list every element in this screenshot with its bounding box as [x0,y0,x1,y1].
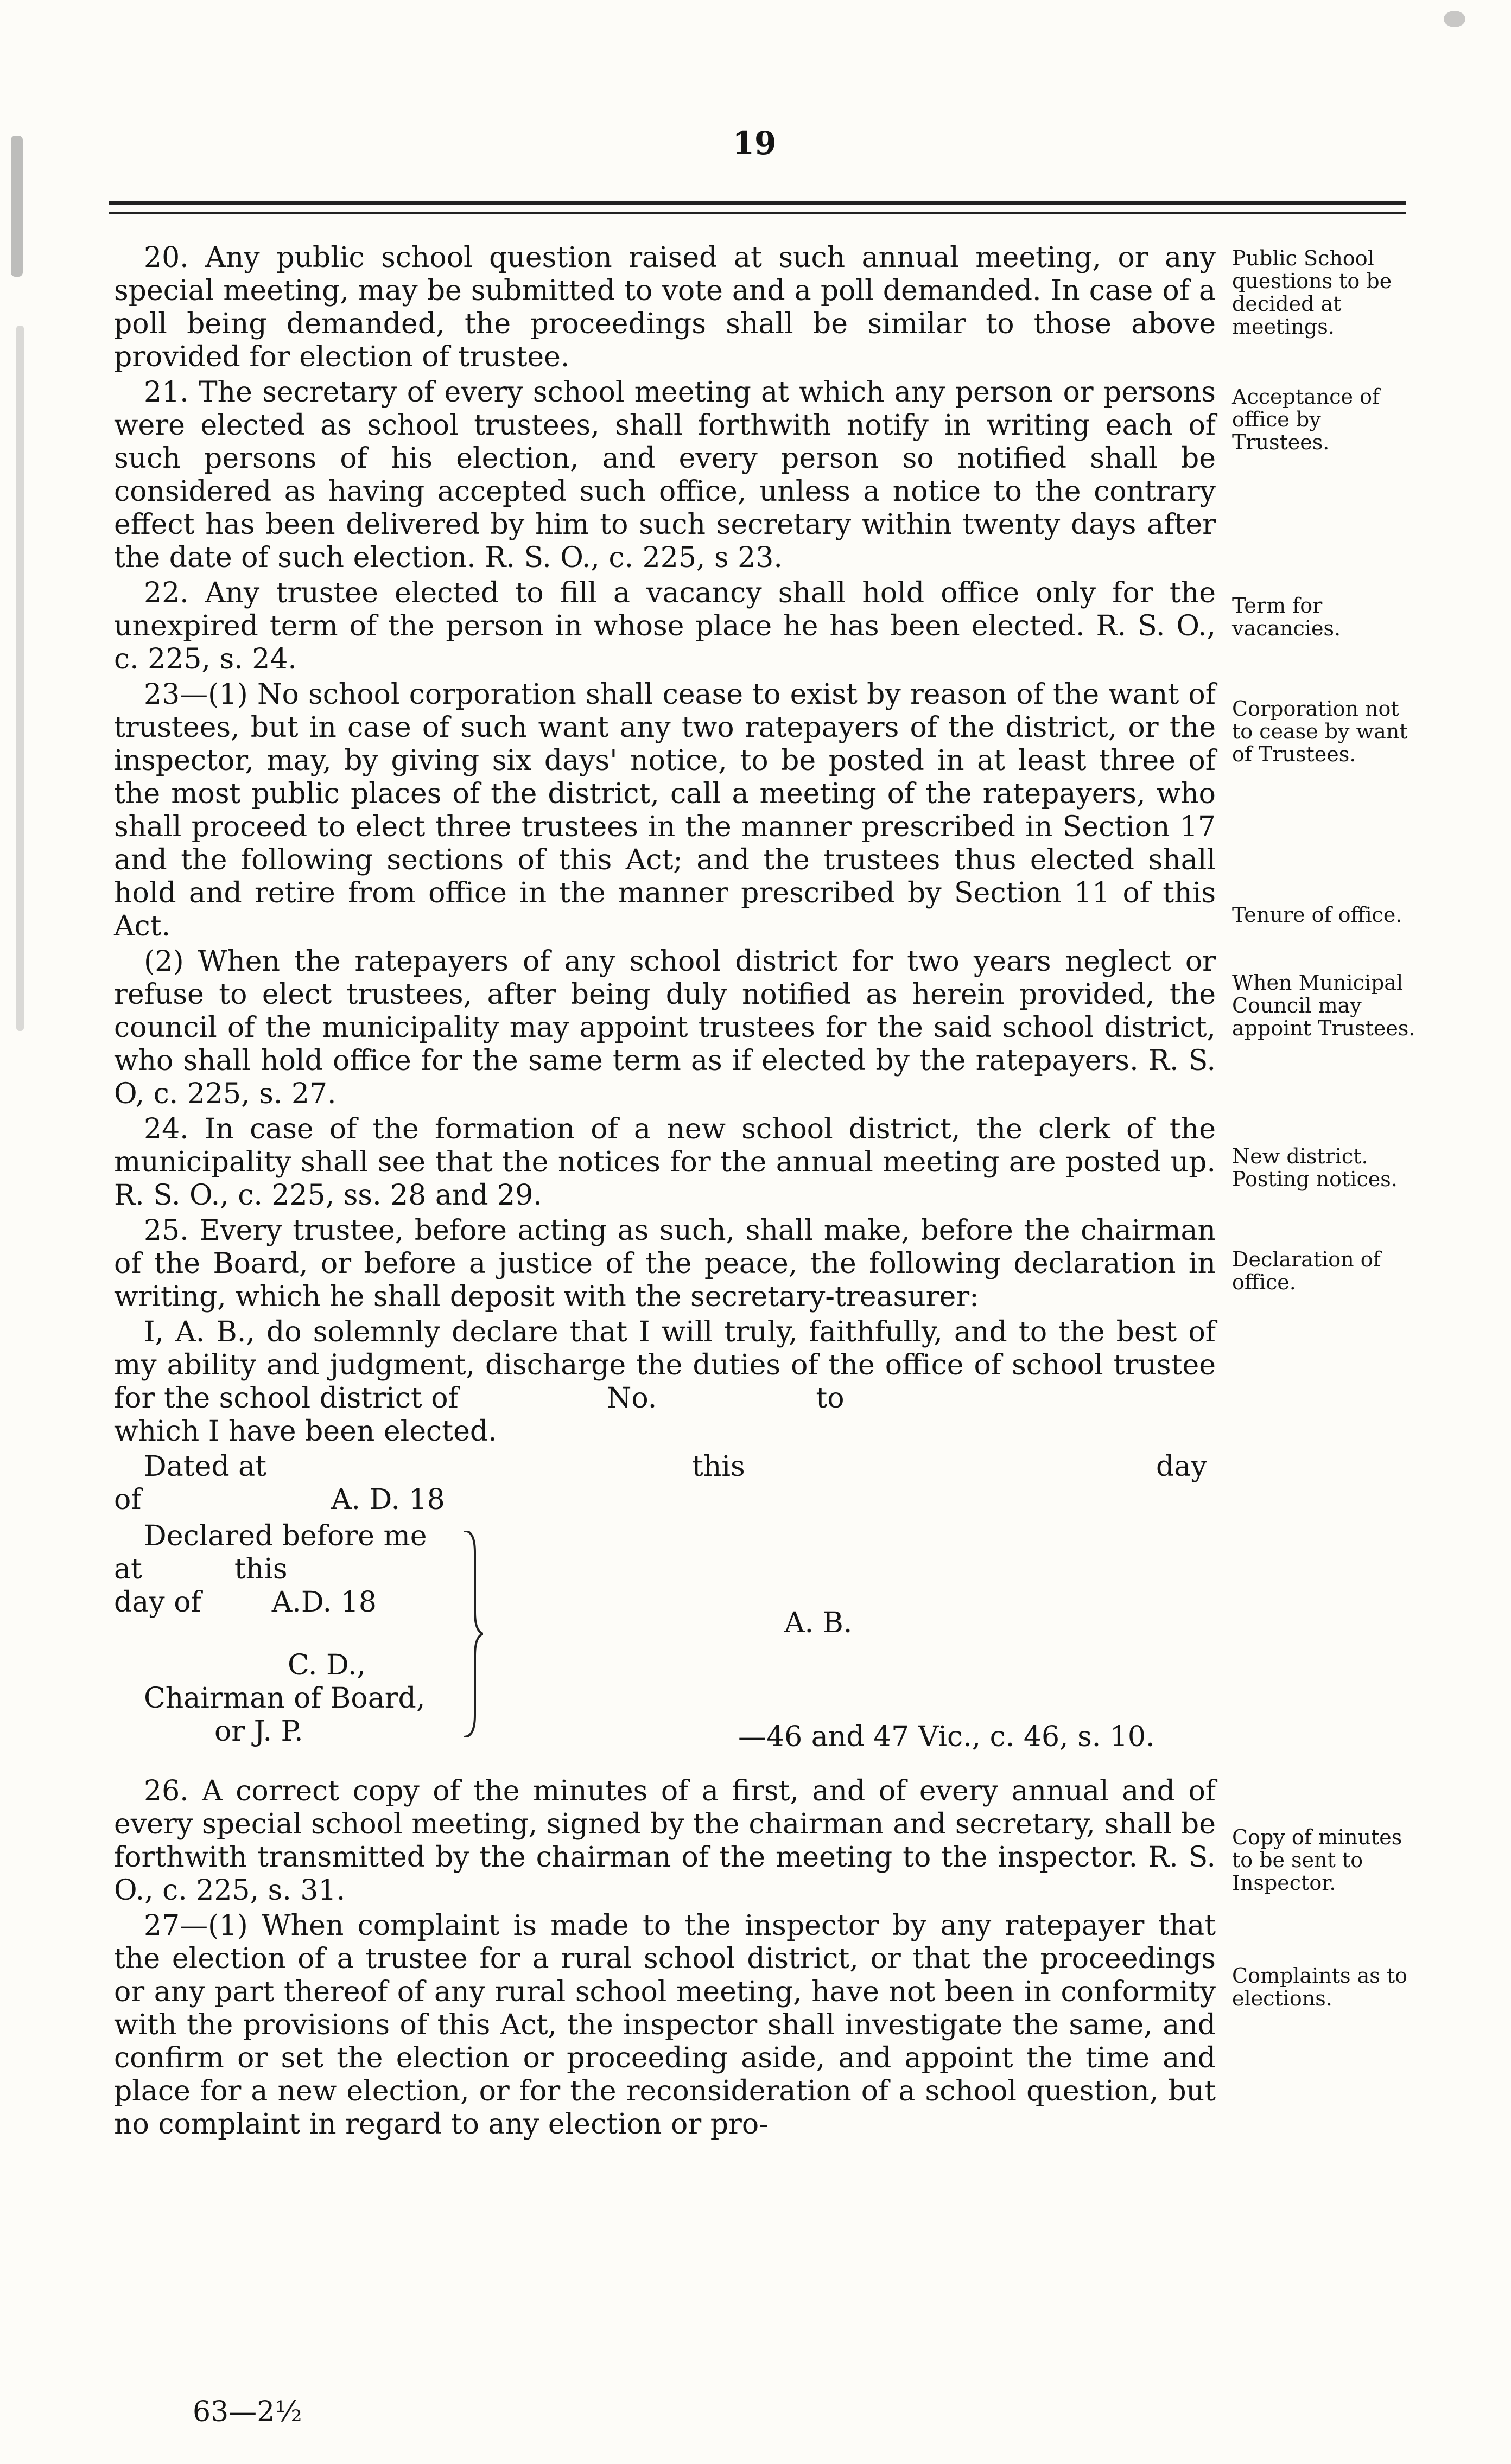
declaration-form [114,1316,1216,1775]
declared-before-block [114,1520,1216,1775]
section-20: 20. Any public school question raised at such annual meeting, or any special meeting, may be submitted to vote and a poll demanded. In case of a poll being demanded, the proceedings shall be similar to those above provided for election of trustee. [114,241,1216,373]
header-rule-bottom [109,212,1406,214]
of-row [114,1484,1216,1517]
margin-note-new-district: New district. Posting notices. [1232,1144,1398,1191]
or-jp: or J. P. [214,1715,303,1748]
page-number: 19 [732,125,777,162]
section-24: 24. In case of the formation of a new school district, the clerk of the municipality shall see that the notices for the annual meeting are posted up. R. S. O., c. 225, ss. 28 and 29. [114,1113,1216,1212]
brace-bracket [461,1531,483,1737]
declared-before-me: Declared before me [144,1520,427,1552]
oath-no: No. [606,1382,657,1415]
section-27: 27—(1) When complaint is made to the inspector by any ratepayer that the election of a trustee for a rural school district, or that the proceedings or any part thereof of any rural school meeting, have not been in conformity with the provisions of this Act, the inspector shall investigate the same, and confirm or set the election or proceeding aside, and appoint the time and place for a new election, or for the reconsideration of a school question, but no complaint in regard to any election or pro- [114,1909,1216,2141]
margin-note-corporation: Corporation not to cease by want of Trustees. [1232,697,1408,766]
oath-last-line: which I have been elected. [114,1415,497,1448]
scan-edge-artifact [16,326,24,1031]
dated-row [114,1450,1216,1484]
section-25: 25. Every trustee, before acting as such, shall make, before the chairman of the Board, or before a justice of the peace, the following declaration in writing, which he shall deposit with the secretary-treasurer: [114,1214,1216,1313]
dated-this: this [692,1450,745,1483]
margin-note-public-school: Public School questions to be decided at meetings. [1232,246,1392,339]
dated-at: Dated at [144,1450,267,1483]
printer-signature-mark: 63—2½ [193,2396,302,2428]
header-rule-top [109,201,1406,205]
declared-this: this [234,1553,288,1586]
oath-body: I, A. B., do solemnly declare that I will truly, faithfully, and to the best of my ability and judgment, discharge the duties of the office of school trustee for the school district of [114,1316,1216,1415]
margin-note-term: Term for vacancies. [1232,594,1341,640]
section-23-1: 23—(1) No school corporation shall cease to exist by reason of the want of trustees, but in case of such want any two ratepayers of the district, or the inspector, may, by giving six days' notice, to be posted in at least three of the most public places of the district, call a meeting of the ratepayers, who shall proceed to elect three trustees in the manner prescribed in Section 17 and the following sections of this Act; and the trustees thus elected shall hold and retire from office in the manner prescribed by Section 11 of this Act. [114,678,1216,943]
margin-note-declaration: Declaration of office. [1232,1247,1381,1294]
section-23-2: (2) When the ratepayers of any school district for two years neglect or refuse to elect trustees, after being duly notified as herein provided, the council of the municipality may appoint trustees for the said school district, who shall hold office for the same term as if elected by the ratepayers. R. S. O, c. 225, s. 27. [114,945,1216,1110]
oath-to: to [816,1382,845,1415]
margin-note-copy-minutes: Copy of minutes to be sent to Inspector. [1232,1825,1402,1895]
scan-speck [1444,11,1465,27]
declared-day-of: day of [114,1586,201,1619]
section-26: 26. A correct copy of the minutes of a first, and of every annual and of every special school meeting, signed by the chairman and secretary, shall be forthwith transmitted by the chairman of the meeting to the inspector. R. S. O., c. 225, s. 31. [114,1775,1216,1907]
section-21: 21. The secretary of every school meeting at which any person or persons were elected as school trustees, shall forthwith notify in writing each of such persons of his election, and every person so notified shall be considered as having accepted such office, unless a notice to the contrary effect has been delivered by him to such secretary within twenty days after the date of such election. R. S. O., c. 225, s 23. [114,376,1216,574]
declared-ad: A.D. 18 [271,1586,377,1619]
margin-note-council-appoint: When Municipal Council may appoint Trustees. [1232,971,1415,1040]
section-22: 22. Any trustee elected to fill a vacancy shall hold office only for the unexpired term of the person in whose place he has been elected. R. S. O., c. 225, s. 24. [114,577,1216,676]
scan-edge-artifact [11,136,23,277]
ab-signature: A. B. [784,1607,853,1639]
main-text [114,241,1216,2143]
declared-at: at [114,1553,142,1586]
dated-ad: A. D. 18 [331,1484,445,1516]
margin-note-acceptance: Acceptance of office by Trustees. [1232,385,1380,454]
margin-note-complaints: Complaints as to elections. [1232,1964,1407,2010]
margin-note-tenure: Tenure of office. [1232,903,1402,927]
cd-signature: C. D., [288,1649,366,1682]
dated-of: of [114,1484,142,1516]
dated-day: day [1156,1450,1207,1483]
statute-citation: —46 and 47 Vic., c. 46, s. 10. [738,1721,1155,1753]
chairman-of-board: Chairman of Board, [144,1682,426,1715]
